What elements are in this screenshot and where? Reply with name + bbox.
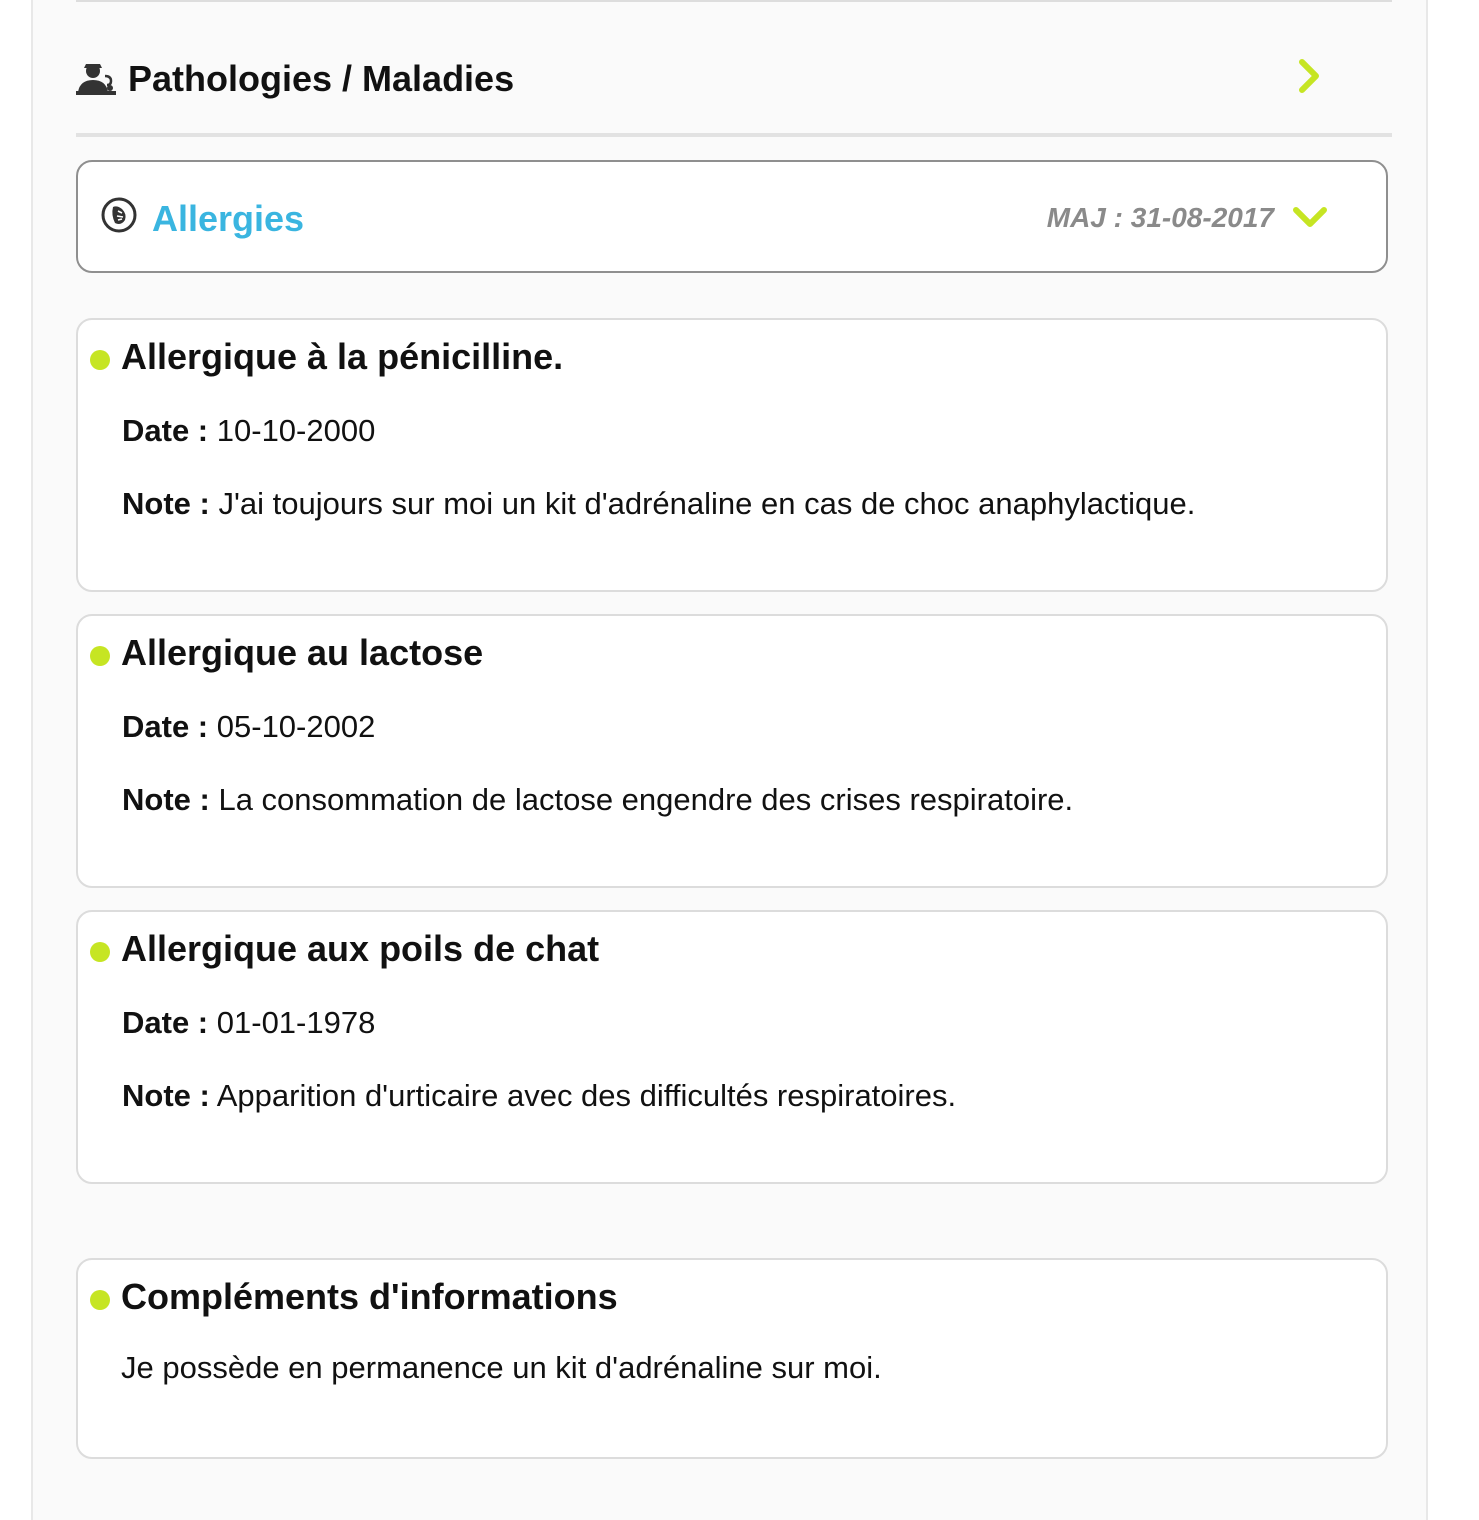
bullet-dot [90,1290,110,1310]
allergies-accordion[interactable] [76,160,1388,273]
date-label: Date : [122,1005,209,1040]
bullet-dot [90,350,110,370]
allergy-date: 01-01-1978 [216,1005,376,1040]
date-label: Date : [122,709,209,744]
allergy-card [76,614,1388,888]
bullet-dot [90,646,110,666]
allergy-card [76,910,1388,1184]
person-illness-icon [76,61,120,97]
allergy-date-row [122,1005,375,1041]
allergy-note: Apparition d'urticaire avec des difficultés respiratoires. [216,1078,957,1113]
allergy-icon [100,196,138,234]
allergy-title: Allergique à la pénicilline. [121,336,564,377]
complements-card [76,1258,1388,1459]
section-title: Pathologies / Maladies [128,58,515,99]
allergy-note-row [122,486,1195,522]
section-divider [76,133,1392,137]
allergy-note: J'ai toujours sur moi un kit d'adrénaline en cas de choc anaphylactique. [218,486,1196,521]
allergy-date: 05-10-2002 [216,709,376,744]
pathologies-section-header[interactable] [76,40,1392,118]
complements-text: Je possède en permanence un kit d'adrénaline sur moi. [121,1350,882,1385]
note-label: Note : [122,782,210,817]
allergy-card [76,318,1388,592]
date-label: Date : [122,413,209,448]
allergy-date-row [122,413,375,449]
allergy-title: Allergique au lactose [121,632,484,673]
chevron-right-icon[interactable] [1294,58,1324,94]
note-label: Note : [122,486,210,521]
allergy-date: 10-10-2000 [216,413,376,448]
bullet-dot [90,942,110,962]
accordion-title: Allergies [152,198,305,239]
note-label: Note : [122,1078,210,1113]
top-divider [76,0,1392,2]
complements-title: Compléments d'informations [121,1276,618,1317]
last-updated-date: MAJ : 31-08-2017 [1046,202,1274,233]
allergy-title: Allergique aux poils de chat [121,928,600,969]
chevron-down-icon[interactable] [1292,202,1328,232]
allergy-note-row [122,782,1073,818]
allergy-note: La consommation de lactose engendre des crises respiratoire. [218,782,1074,817]
allergy-date-row [122,709,375,745]
medical-record-panel [31,0,1428,1520]
allergy-note-row [122,1078,956,1114]
